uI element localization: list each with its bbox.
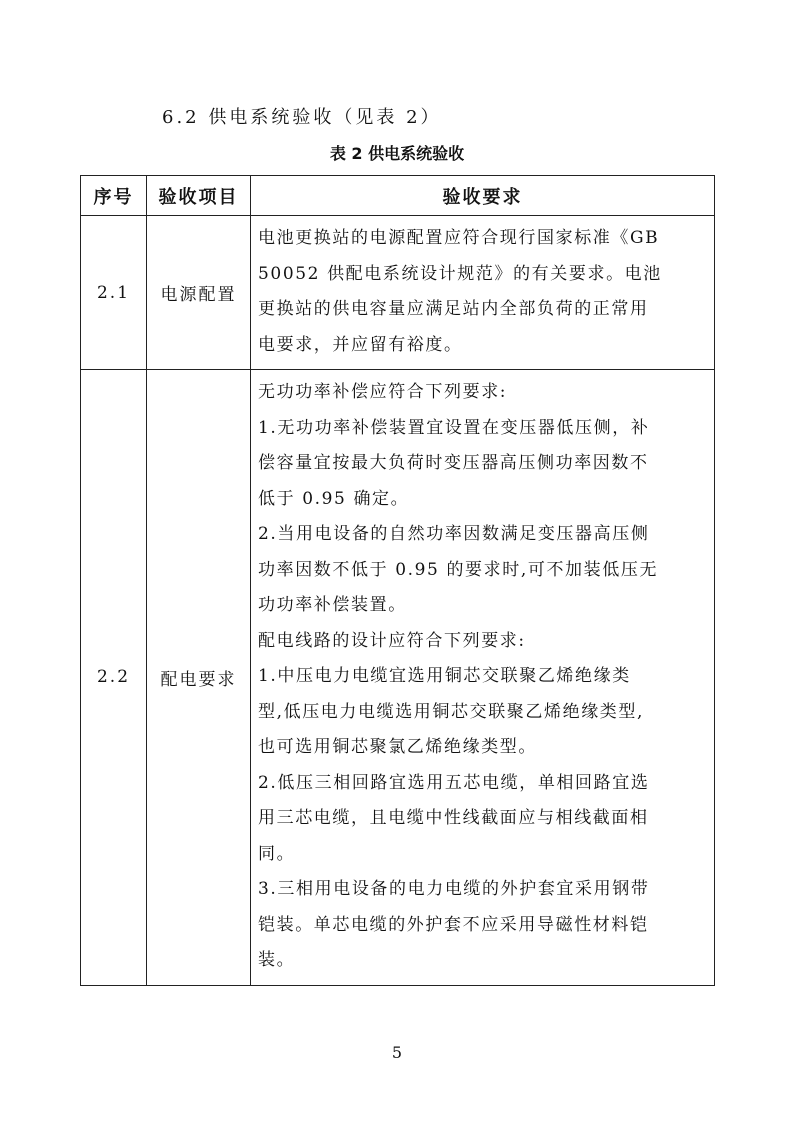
requirement-line: 偿容量宜按最大负荷时变压器高压侧功率因数不 bbox=[258, 453, 649, 473]
row-acceptance-requirement bbox=[251, 370, 715, 986]
requirement-line: 也可选用铜芯聚氯乙烯绝缘类型。 bbox=[258, 737, 537, 757]
requirement-line: 用三芯电缆，且电缆中性线截面应与相线截面相 bbox=[258, 808, 649, 828]
requirement-line: 电要求，并应留有裕度。 bbox=[258, 334, 463, 355]
requirement-line: 更换站的供电容量应满足站内全部负荷的正常用 bbox=[258, 299, 649, 319]
table-row bbox=[81, 216, 715, 370]
requirement-line: 2.当用电设备的自然功率因数满足变压器高压侧 bbox=[258, 524, 650, 544]
row-acceptance-requirement bbox=[251, 216, 715, 370]
header-serial-number: 序号 bbox=[81, 176, 147, 216]
section-heading: 6.2 供电系统验收（见表 2） bbox=[162, 107, 442, 128]
requirement-line: 低于 0.95 确定。 bbox=[258, 488, 410, 509]
row-acceptance-item: 电源配置 bbox=[147, 216, 251, 370]
row-acceptance-item: 配电要求 bbox=[147, 370, 251, 986]
requirement-line: 配电线路的设计应符合下列要求: bbox=[258, 630, 526, 651]
page-number: 5 bbox=[391, 1043, 403, 1062]
table-header-row bbox=[81, 176, 715, 216]
requirement-line: 50052 供配电系统设计规范》的有关要求。电池 bbox=[258, 263, 662, 284]
requirement-line: 1.中压电力电缆宜选用铜芯交联聚乙烯绝缘类 bbox=[258, 666, 631, 686]
requirement-line: 功功率补偿装置。 bbox=[258, 595, 407, 615]
requirement-line: 无功功率补偿应符合下列要求: bbox=[258, 382, 508, 402]
requirement-line: 同。 bbox=[258, 843, 296, 864]
header-acceptance-requirement: 验收要求 bbox=[251, 176, 715, 216]
requirement-line: 2.低压三相回路宜选用五芯电缆，单相回路宜选 bbox=[258, 772, 650, 793]
header-acceptance-item: 验收项目 bbox=[147, 176, 251, 216]
row-serial-number: 2.1 bbox=[81, 216, 147, 370]
requirement-line: 铠装。单芯电缆的外护套不应采用导磁性材料铠 bbox=[258, 914, 649, 935]
requirement-line: 型,低压电力电缆选用铜芯交联聚乙烯绝缘类型, bbox=[258, 701, 645, 722]
requirement-line: 功率因数不低于 0.95 的要求时,可不加装低压无 bbox=[258, 559, 659, 580]
table-caption: 表 2 供电系统验收 bbox=[329, 144, 465, 163]
table-row bbox=[81, 370, 715, 986]
requirement-line: 1.无功功率补偿装置宜设置在变压器低压侧，补 bbox=[258, 417, 650, 438]
requirement-line: 3.三相用电设备的电力电缆的外护套宜采用钢带 bbox=[258, 879, 650, 899]
requirement-line: 电池更换站的电源配置应符合现行国家标准《GB bbox=[258, 228, 660, 248]
row-serial-number: 2.2 bbox=[81, 370, 147, 986]
requirement-line: 装。 bbox=[258, 950, 296, 970]
acceptance-table bbox=[80, 175, 715, 986]
